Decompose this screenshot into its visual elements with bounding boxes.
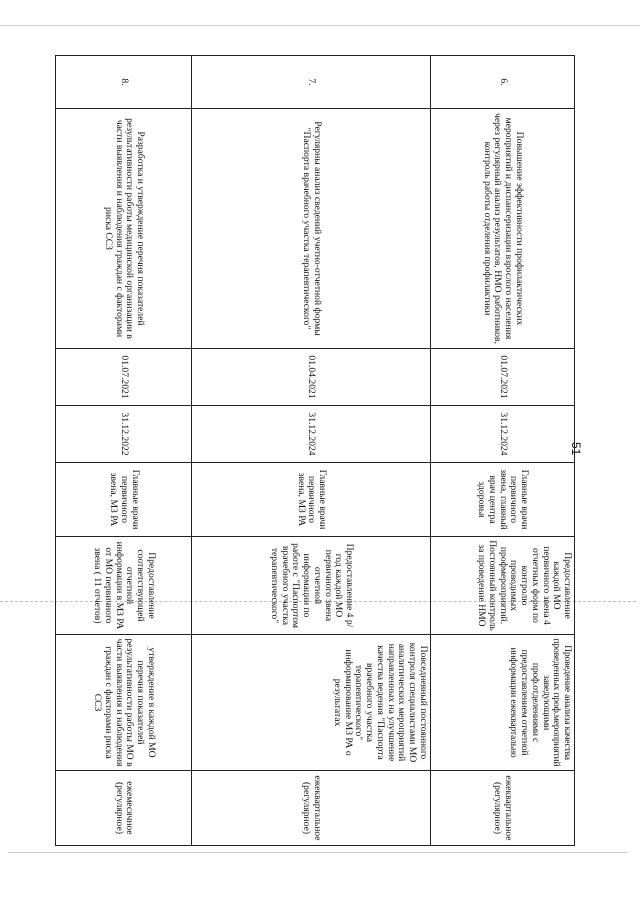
start-date-cell: 01.04.2021 xyxy=(192,349,430,406)
output-cell: Предоставление каждой МО первичного звена 4 отчетных форм по контролю проводимых профмероприятий. Постоянный контроль за проведение НМО xyxy=(430,537,574,635)
action-cell: Повышение эффективности профилактических мероприятий и диспансеризации взрослого населения через регулярный анализ результатов, НМО работников, контроль работы отделения профилактики xyxy=(430,109,574,349)
frequency-cell: ежемесячное (регулярное) xyxy=(56,771,192,846)
start-date-cell: 01.07.2021 xyxy=(430,349,574,406)
output-cell: Предоставление соответствующей отчетной информации в МЗ РА от МО первичного звена ( 11 отчетов) xyxy=(56,537,192,635)
result-cell: утверждение в каждой МО перечня показателей результативности работы МО в части выявления и наблюдения граждан с факторами риска ССЗ xyxy=(56,635,192,771)
row-number: 8. xyxy=(56,56,192,109)
responsible-cell: Главные врачи первичного звена, МЗ РА xyxy=(56,463,192,537)
scan-edge-bottom xyxy=(8,852,628,853)
table-row xyxy=(430,56,574,846)
frequency-cell: ежеквартальное (регулярное) xyxy=(192,771,430,846)
action-cell: Регулярны анализ сведений учетно-отчетной формы "Паспорта врачебного участка терапевтического" xyxy=(192,109,430,349)
result-cell: Повседневный постоянного контроля специалистами МО аналитических мероприятий направленных на улучшение качества ведения "Паспорта врачебного участка терапевтического" информирование МЗ РА о результатах xyxy=(192,635,430,771)
end-date-cell: 31.12.2024 xyxy=(192,406,430,463)
responsible-cell: Главные врачи первичного звена, МЗ РА xyxy=(192,463,430,537)
action-plan-table xyxy=(55,55,575,846)
start-date-cell: 01.07.2021 xyxy=(56,349,192,406)
row-number: 7. xyxy=(192,56,430,109)
result-cell: Проведение анализа качества проведенных проф.мероприятий заведующими проф.отделениями с предоставлением отчетной информации ежеквартально xyxy=(430,635,574,771)
table-row xyxy=(56,56,192,846)
end-date-cell: 31.12.2022 xyxy=(56,406,192,463)
table-row xyxy=(192,56,430,846)
responsible-cell: Главные врачи первичного звена, главный врач центра здоровья xyxy=(430,463,574,537)
action-cell: Разработка и утверждение перечня показателей результативности работы медицинской организации в части выявления и наблюдения граждан с факторами риска ССЗ xyxy=(56,109,192,349)
page-number: 51 xyxy=(569,442,583,456)
rotated-page xyxy=(55,55,575,845)
frequency-cell: ежеквартальное (регулярное) xyxy=(430,771,574,846)
end-date-cell: 31.12.2024 xyxy=(430,406,574,463)
scan-edge-top xyxy=(0,25,640,26)
output-cell: Предоставление 4 р/год каждой МО первичного звена отчетной информации по работе с "Паспортом врачебного участка терапевтического" xyxy=(192,537,430,635)
row-number: 6. xyxy=(430,56,574,109)
